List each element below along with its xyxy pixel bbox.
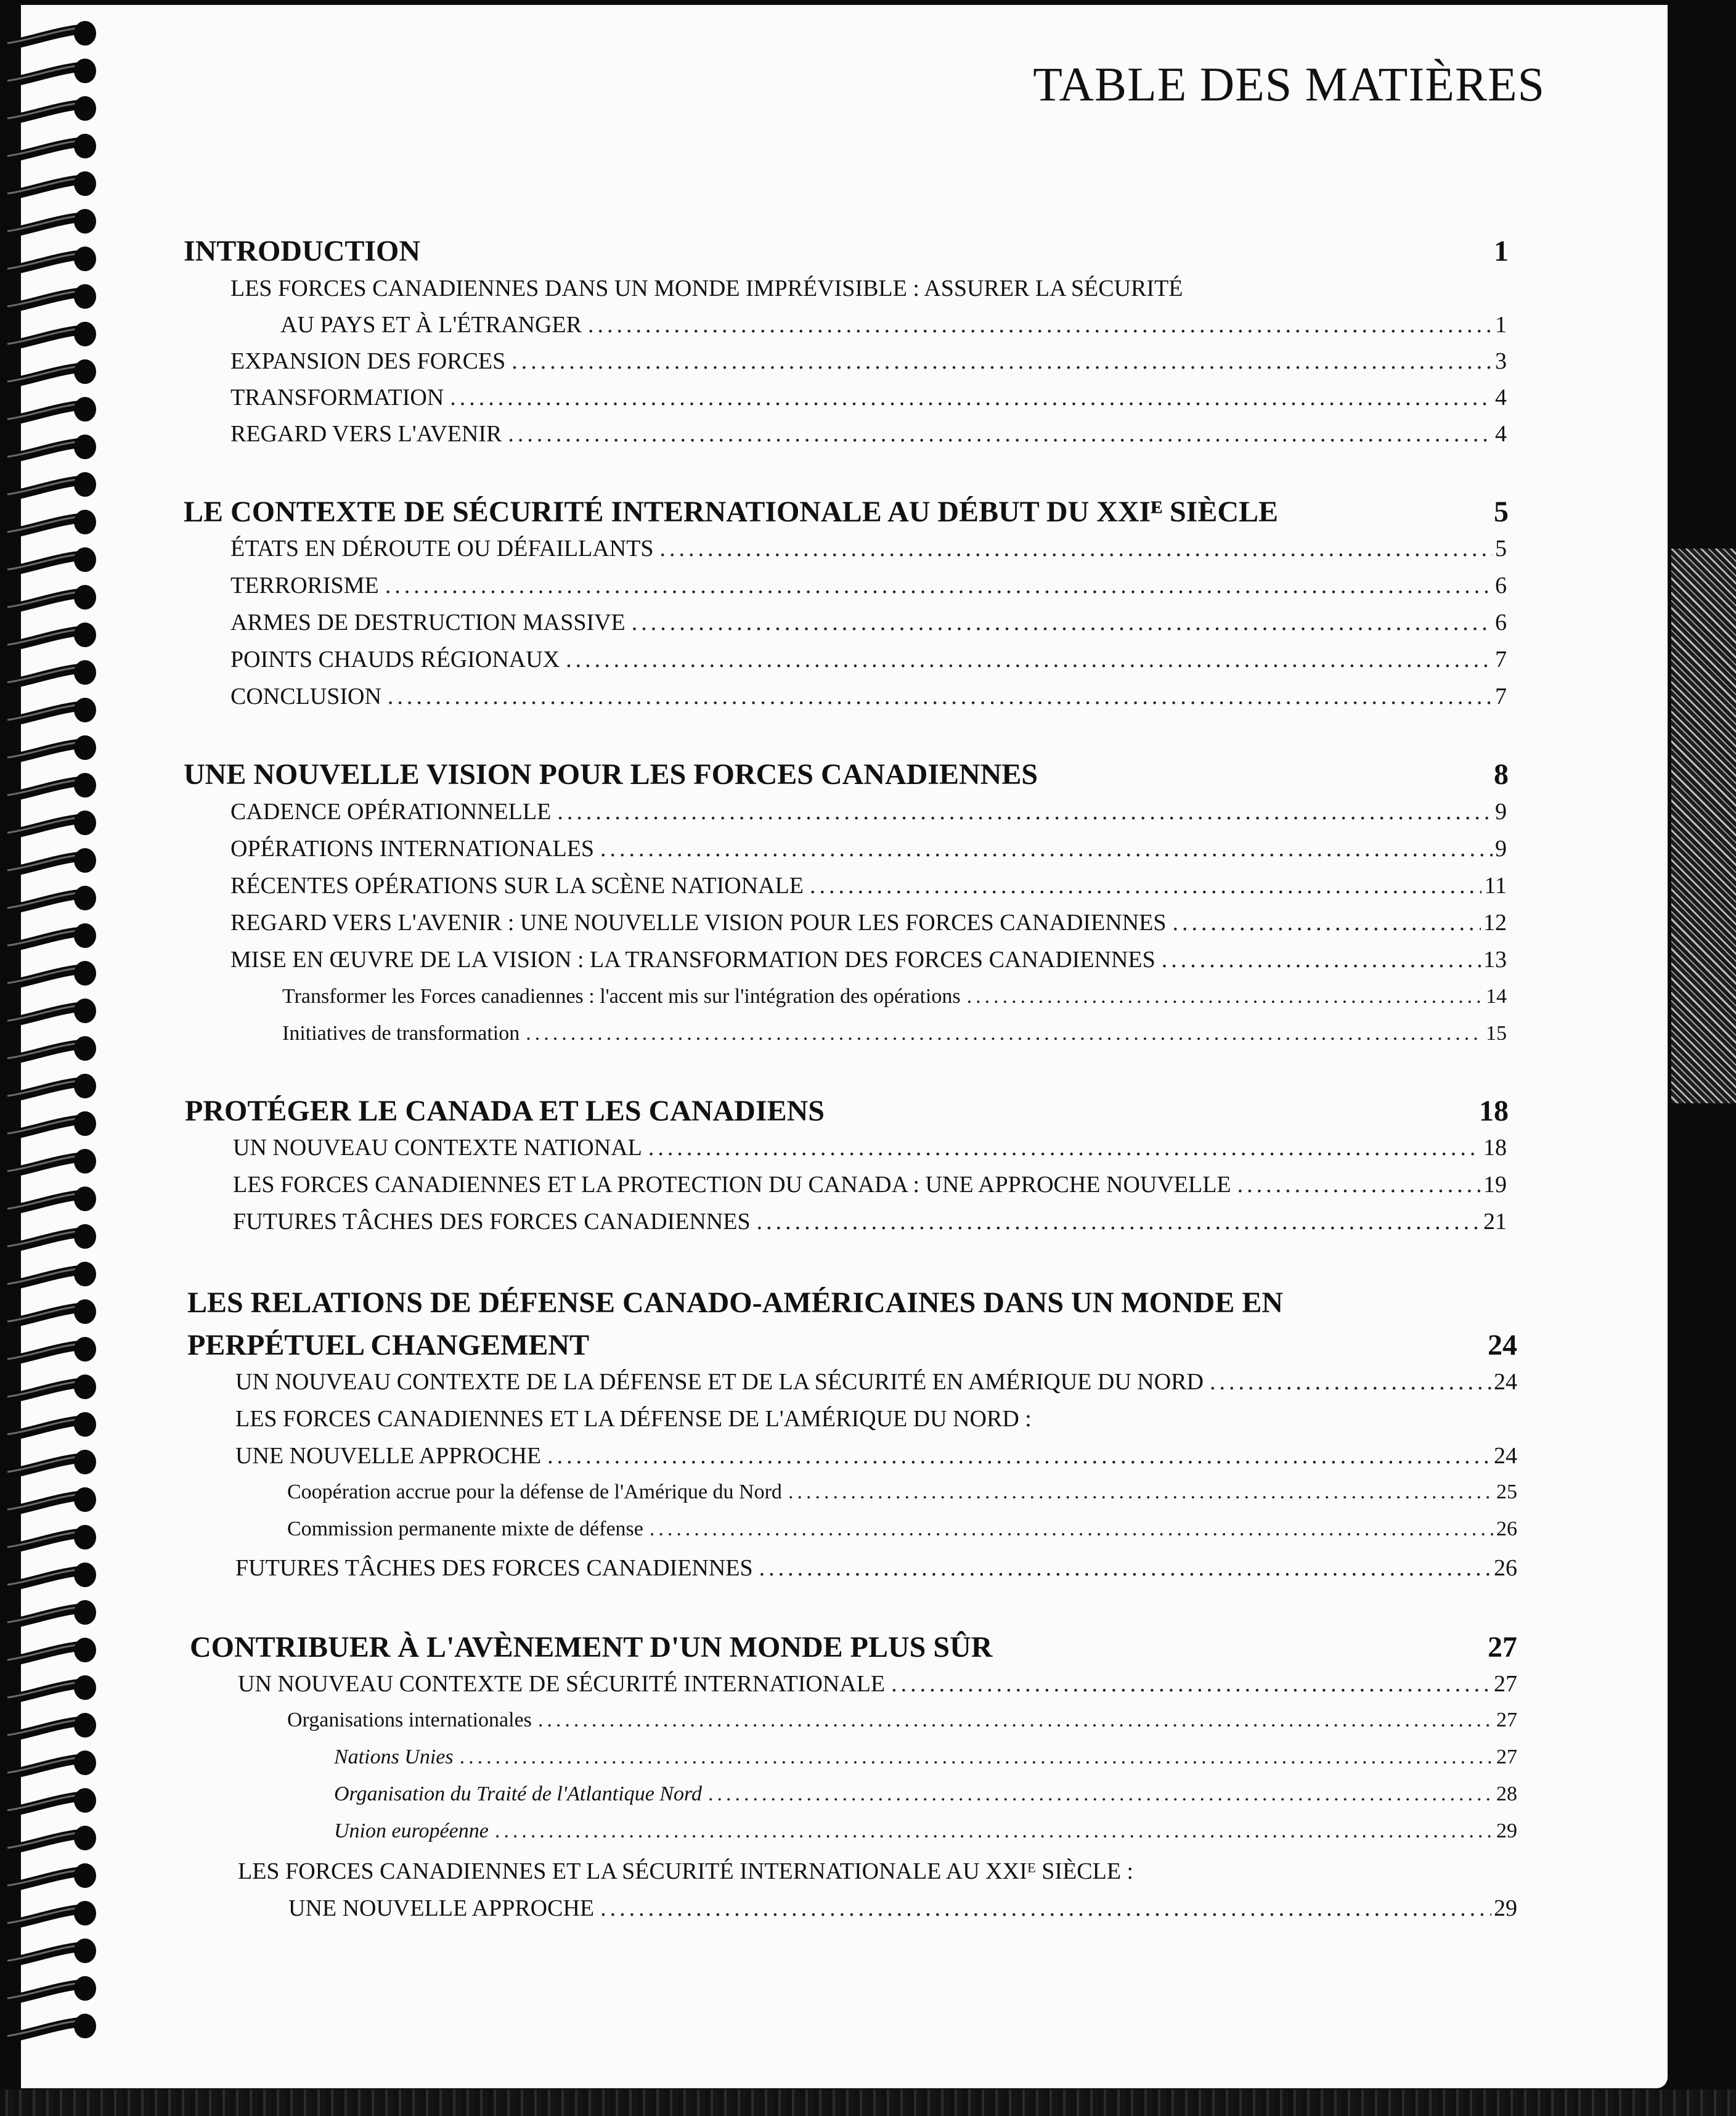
toc-item[interactable]: REGARD VERS L'AVENIR ..... 4: [230, 420, 1507, 447]
toc-subitem[interactable]: Initiatives de transformation ..... 15: [282, 1022, 1507, 1045]
toc-subsubitem[interactable]: Organisation du Traité de l'Atlantique Nord ..... 28: [334, 1783, 1517, 1806]
toc-section-title[interactable]: UNE NOUVELLE VISION POUR LES FORCES CANADIENNES 8: [184, 758, 1509, 791]
toc-item[interactable]: UNE NOUVELLE APPROCHE ..... 24: [235, 1442, 1517, 1469]
toc-item[interactable]: CADENCE OPÉRATIONNELLE ..... 9: [230, 798, 1507, 825]
toc-subitem[interactable]: Commission permanente mixte de défense ..... 26: [287, 1518, 1517, 1541]
toc-item[interactable]: UN NOUVEAU CONTEXTE DE LA DÉFENSE ET DE LA SÉCURITÉ EN AMÉRIQUE DU NORD ..... 24: [235, 1368, 1517, 1395]
toc-item[interactable]: TRANSFORMATION ..... 4: [230, 384, 1507, 411]
toc-item[interactable]: EXPANSION DES FORCES ..... 3: [230, 348, 1507, 375]
toc-item[interactable]: FUTURES TÂCHES DES FORCES CANADIENNES ..... 26: [235, 1554, 1517, 1582]
toc-subitem[interactable]: Transformer les Forces canadiennes : l'accent mis sur l'intégration des opérations ..... 14: [282, 985, 1507, 1008]
toc-item[interactable]: OPÉRATIONS INTERNATIONALES ..... 9: [230, 835, 1507, 862]
toc-item[interactable]: LES FORCES CANADIENNES ET LA PROTECTION DU CANADA : UNE APPROCHE NOUVELLE ..... 19: [233, 1171, 1507, 1198]
toc-item[interactable]: UNE NOUVELLE APPROCHE ..... 29: [288, 1895, 1517, 1922]
toc-subitem[interactable]: Coopération accrue pour la défense de l'Amérique du Nord ..... 25: [287, 1481, 1517, 1504]
toc-item[interactable]: MISE EN ŒUVRE DE LA VISION : LA TRANSFORMATION DES FORCES CANADIENNES ..... 13: [230, 946, 1507, 973]
toc-item-line: LES FORCES CANADIENNES ET LA SÉCURITÉ INTERNATIONALE AU XXIᴱ SIÈCLE :: [238, 1858, 1134, 1884]
toc-item[interactable]: POINTS CHAUDS RÉGIONAUX ..... 7: [230, 646, 1507, 673]
toc-item[interactable]: CONCLUSION ..... 7: [230, 683, 1507, 710]
toc-section-title-line: LES RELATIONS DE DÉFENSE CANADO-AMÉRICAINES DANS UN MONDE EN: [187, 1286, 1284, 1319]
toc-item-line: LES FORCES CANADIENNES ET LA DÉFENSE DE L'AMÉRIQUE DU NORD :: [235, 1406, 1032, 1432]
toc-item[interactable]: UN NOUVEAU CONTEXTE DE SÉCURITÉ INTERNATIONALE ..... 27: [238, 1670, 1517, 1697]
toc-subsubitem[interactable]: Union européenne ..... 29: [334, 1820, 1517, 1843]
toc-item[interactable]: ARMES DE DESTRUCTION MASSIVE ..... 6: [230, 609, 1507, 636]
toc-section-title[interactable]: CONTRIBUER À L'AVÈNEMENT D'UN MONDE PLUS SÛR 27: [190, 1631, 1517, 1664]
toc-section-title[interactable]: PERPÉTUEL CHANGEMENT 24: [187, 1329, 1517, 1362]
toc-item[interactable]: UN NOUVEAU CONTEXTE NATIONAL ..... 18: [233, 1134, 1507, 1161]
toc-section-title[interactable]: LE CONTEXTE DE SÉCURITÉ INTERNATIONALE AU DÉBUT DU XXIᴱ SIÈCLE 5: [184, 496, 1509, 528]
toc-item[interactable]: RÉCENTES OPÉRATIONS SUR LA SCÈNE NATIONALE ..... 11: [230, 872, 1507, 899]
toc-item[interactable]: ÉTATS EN DÉROUTE OU DÉFAILLANTS ..... 5: [230, 535, 1507, 562]
toc-item[interactable]: FUTURES TÂCHES DES FORCES CANADIENNES ..... 21: [233, 1208, 1507, 1235]
toc-section-title[interactable]: PROTÉGER LE CANADA ET LES CANADIENS 18: [185, 1095, 1509, 1127]
toc-subitem[interactable]: Organisations internationales ..... 27: [287, 1709, 1517, 1732]
toc-section-title[interactable]: INTRODUCTION 1: [184, 235, 1509, 268]
toc-item[interactable]: AU PAYS ET À L'ÉTRANGER ..... 1: [280, 311, 1507, 338]
toc-item-line: LES FORCES CANADIENNES DANS UN MONDE IMPRÉVISIBLE : ASSURER LA SÉCURITÉ: [230, 276, 1183, 301]
toc-subsubitem[interactable]: Nations Unies ..... 27: [334, 1746, 1517, 1769]
page-title: TABLE DES MATIÈRES: [1033, 57, 1545, 111]
toc-item[interactable]: REGARD VERS L'AVENIR : UNE NOUVELLE VISION POUR LES FORCES CANADIENNES ..... 12: [230, 909, 1507, 936]
toc-item[interactable]: TERRORISME ..... 6: [230, 572, 1507, 599]
